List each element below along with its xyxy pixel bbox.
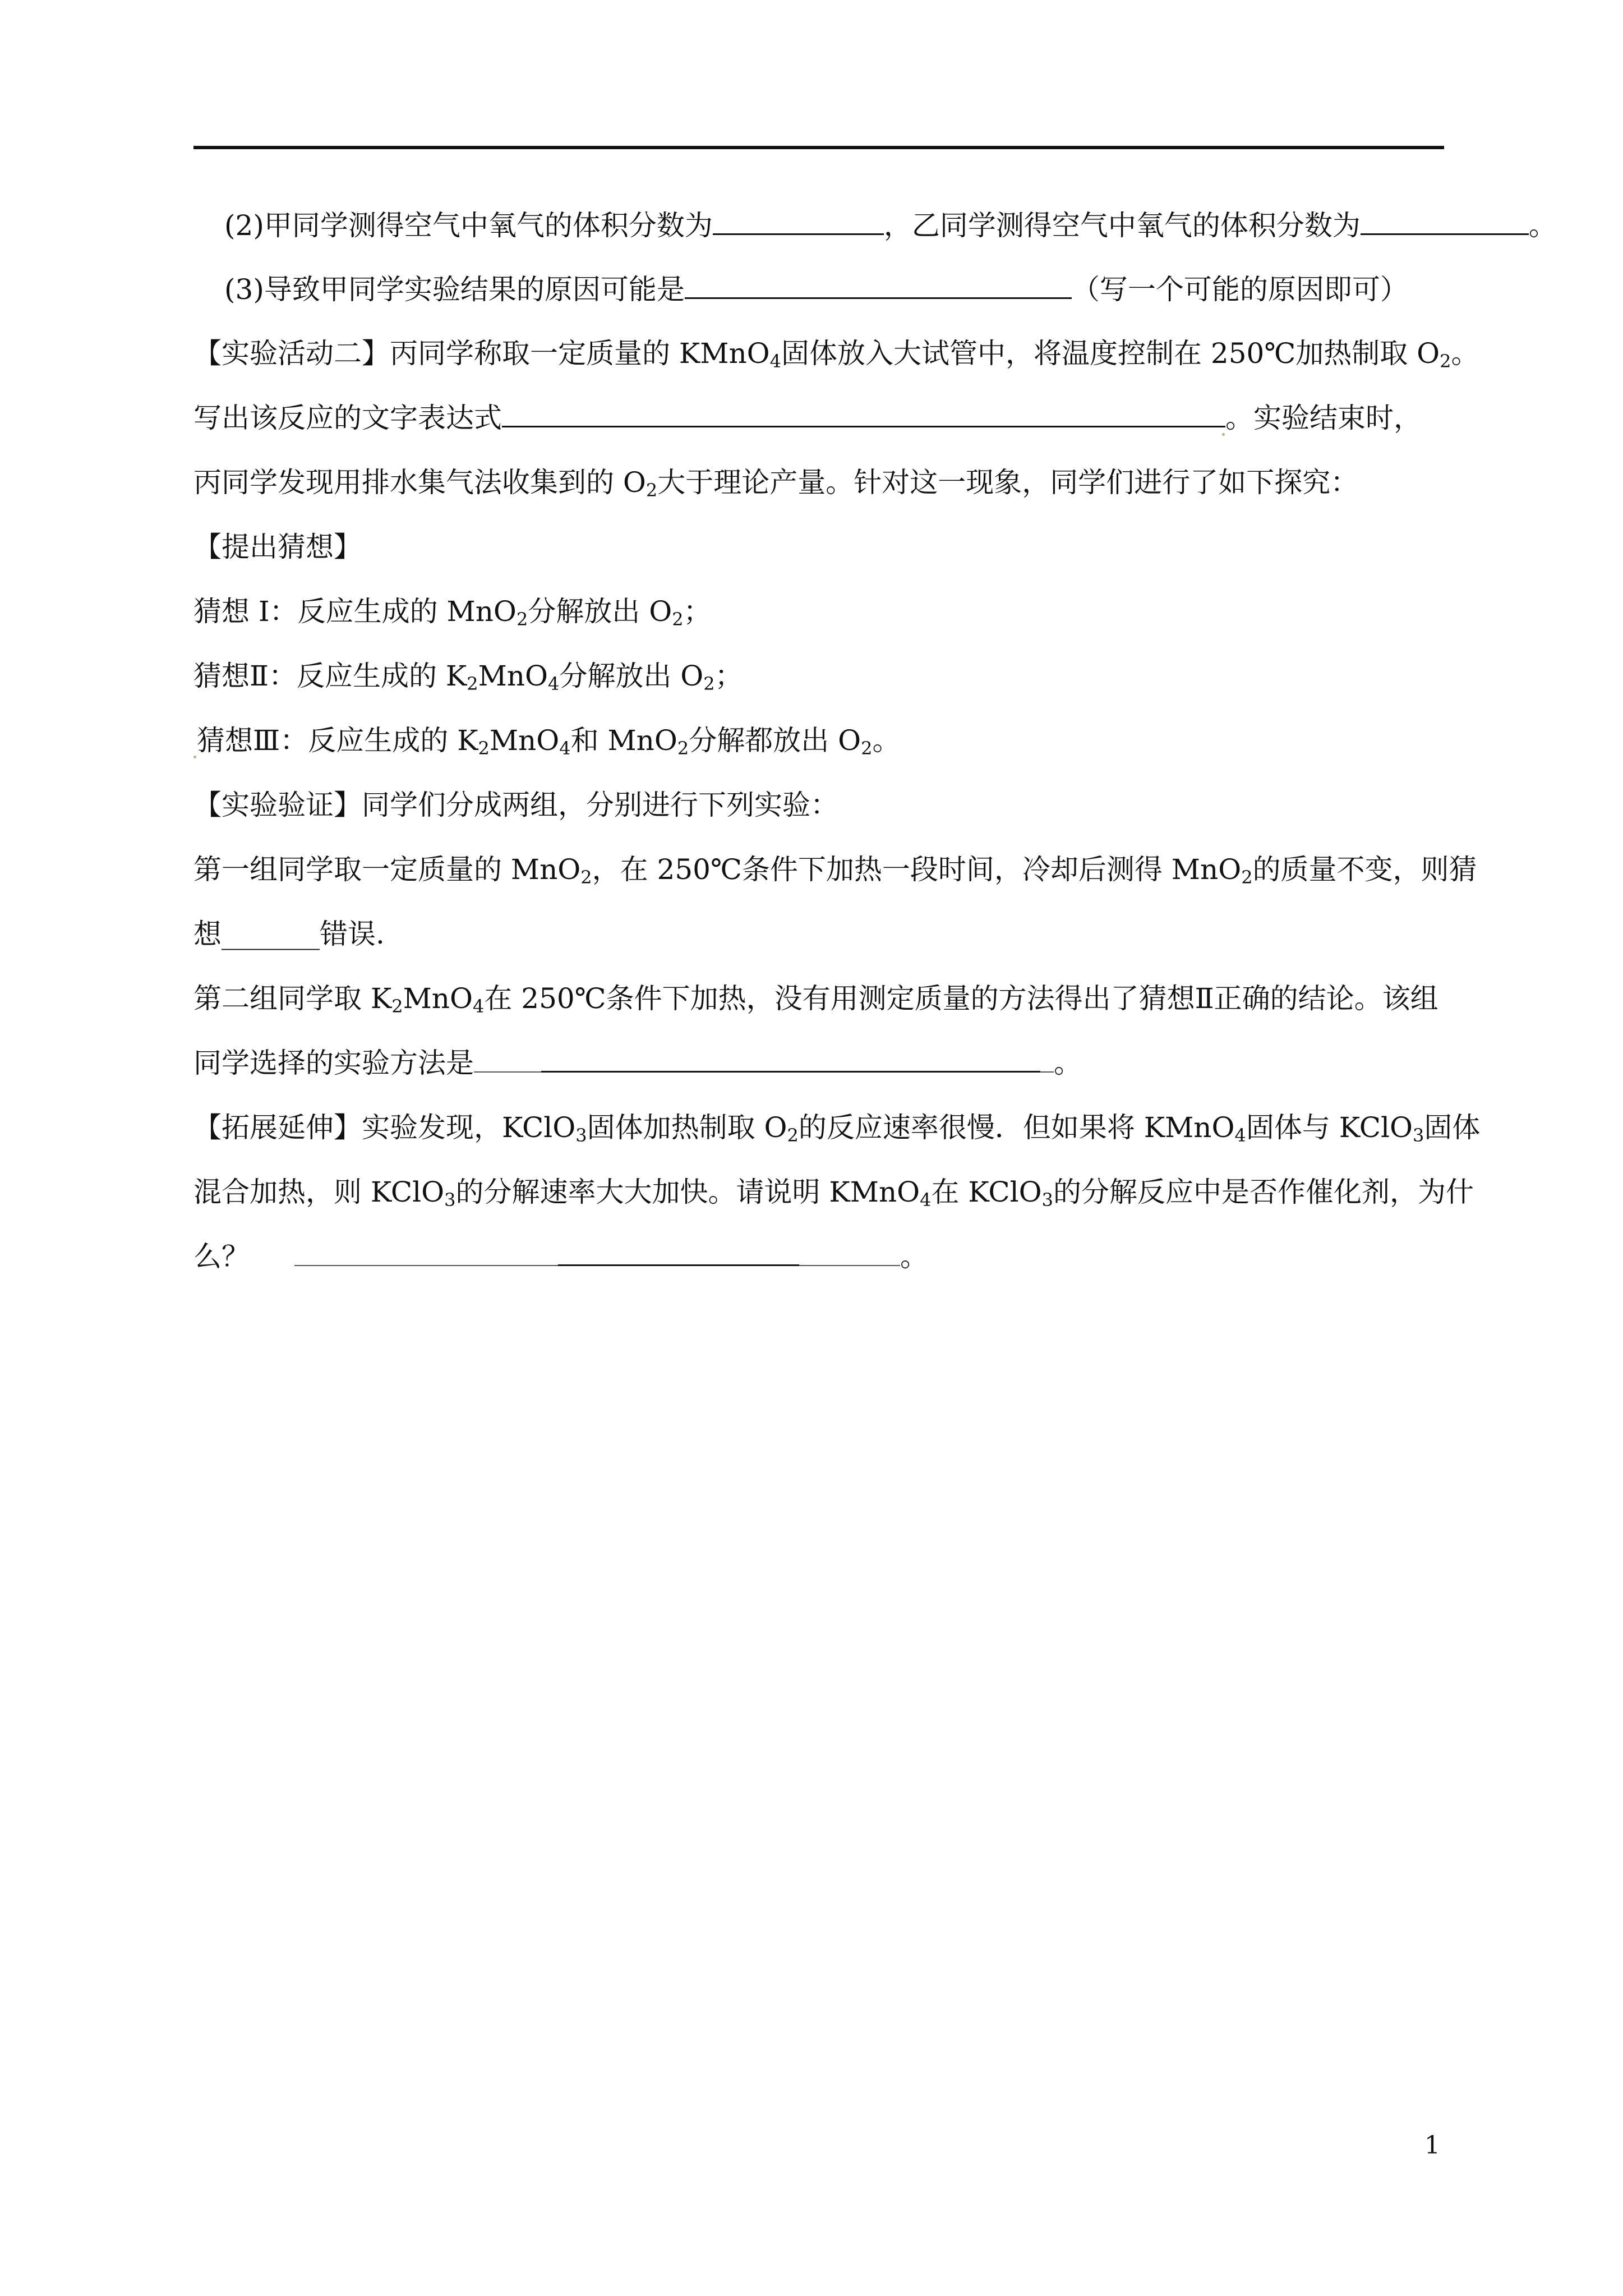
subscript: 2 [645,480,658,501]
group-2-line-2 [193,1046,1444,1080]
question-2-line [224,209,1557,242]
text-segment: ； [714,660,743,692]
subscript: 2 [516,609,528,630]
text-segment: ，在 250℃条件下加热一段时间，冷却后测得 MnO [592,853,1242,886]
extension-line-3 [193,1240,1444,1273]
subscript: 2 [672,609,684,630]
page-number: 1 [1424,2131,1440,2160]
text-segment: 第一组同学取一定质量的 MnO [193,853,581,886]
answer-blank-catalyst[interactable] [558,1240,799,1266]
subscript: 4 [473,996,485,1017]
text-segment: ； [683,595,712,628]
subscript: 2 [1440,351,1451,372]
text-segment: 的分解速率大大加快。请说明 KMnO [455,1176,920,1208]
hypothesis-2 [193,659,1444,693]
answer-blank-oxygen-yi[interactable] [1361,209,1529,235]
activity-2-line-1 [193,337,1479,372]
text-segment: 混合加热，则 KClO [193,1176,445,1208]
group-1-line-2 [193,917,1444,951]
subscript: 2 [467,673,478,694]
text-segment: 【拓展延伸】实验发现，KClO [193,1111,576,1144]
subscript: 4 [547,673,560,694]
text-segment: 错误. [320,918,385,950]
subscript: 3 [444,1189,456,1211]
text-segment: 。 [1054,1047,1082,1079]
answer-blank-hypothesis[interactable]: _______ [222,918,320,950]
subscript: 2 [391,996,403,1017]
subscript: 2 [677,738,689,759]
answer-blank-catalyst-tail[interactable] [799,1240,900,1266]
header-rule [193,146,1444,149]
question-3-text-b: （写一个可能的原因即可） [1071,273,1408,306]
text-segment: MnO [478,660,548,692]
text-segment: 的质量不变，则猜 [1252,853,1477,886]
question-2-text-b: ，乙同学测得空气中氧气的体积分数为 [883,209,1361,242]
subscript: 4 [1234,1125,1246,1146]
text-segment: 【实验活动二】丙同学称取一定质量的 KMnO [193,337,770,370]
hypothesis-heading: 【提出猜想】 [193,531,362,563]
text-segment: 么？ [193,1240,250,1273]
answer-blank-oxygen-jia[interactable] [713,209,884,235]
group-1-line-1 [193,853,1477,888]
answer-blank-reason[interactable] [685,273,1072,299]
answer-blank-word-equation[interactable] [502,401,1225,427]
activity-2-line-2 [193,401,1444,435]
text-segment: 想 [193,918,222,950]
verification-heading: 【实验验证】同学们分成两组，分别进行下列实验： [193,789,838,821]
subscript: 4 [920,1189,932,1211]
text-segment: 分解放出 O [559,660,704,692]
question-2-text-c: 。 [1528,209,1557,242]
text-segment: 在 250℃条件下加热，没有用测定质量的方法得出了猜想Ⅱ正确的结论。该组 [484,982,1438,1015]
question-3-line [224,273,1475,306]
question-3-text-a: (3)导致甲同学实验结果的原因可能是 [224,273,685,306]
extension-line-1 [193,1111,1481,1146]
subscript: 2 [787,1125,799,1146]
text-segment: 固体 [1424,1111,1481,1144]
text-segment: 大于理论产量。针对这一现象，同学们进行了如下探究： [657,466,1359,499]
text-segment: 第二组同学取 K [193,982,392,1015]
subscript: 2 [703,673,715,694]
text-segment: 固体与 KClO [1246,1111,1413,1144]
subscript: 2 [478,738,490,759]
subscript: 2 [861,738,873,759]
text-segment: 。 [900,1240,928,1273]
text-segment: 的反应速率很慢．但如果将 KMnO [798,1111,1235,1144]
text-segment: 和 MnO [570,724,677,757]
text-segment: 。 [872,724,901,757]
answer-blank-method-tail[interactable] [1040,1047,1054,1073]
group-2-line-1 [193,982,1444,1015]
text-segment: 猜想Ⅲ：反应生成的 K [197,724,478,757]
subscript: 3 [575,1125,587,1146]
text-segment: 分解都放出 O [689,724,861,757]
subscript: 3 [1041,1189,1054,1211]
answer-blank-catalyst-lead[interactable] [294,1240,558,1266]
text-segment: 猜想Ⅱ：反应生成的 K [193,660,467,692]
text-segment: 固体放入大试管中，将温度控制在 250℃加热制取 O [781,337,1440,370]
text-segment: 同学选择的实验方法是 [193,1047,474,1079]
text-segment: 猜想 I：反应生成的 MnO [193,595,517,628]
answer-blank-method-lead[interactable] [474,1047,541,1073]
text-segment: MnO [403,982,473,1015]
subscript: 2 [580,867,592,888]
hypothesis-1 [193,595,1444,628]
text-segment: 固体加热制取 O [587,1111,787,1144]
subscript: 2 [1241,867,1253,888]
text-segment: 在 KClO [931,1176,1042,1208]
subscript: 3 [1413,1125,1424,1146]
answer-blank-method[interactable] [541,1046,1040,1073]
text-segment: 。 [1451,337,1479,370]
hypothesis-3 [193,724,1444,757]
subscript: 4 [769,351,781,372]
extension-line-2 [193,1175,1474,1211]
text-segment: 。实验结束时， [1225,402,1422,434]
text-segment: MnO [489,724,560,757]
question-2-text-a: (2)甲同学测得空气中氧气的体积分数为 [224,209,713,242]
text-segment: 丙同学发现用排水集气法收集到的 O [193,466,646,499]
activity-2-line-3 [193,466,1444,499]
text-segment: 写出该反应的文字表达式 [193,402,502,434]
text-segment: 分解放出 O [528,595,672,628]
subscript: 4 [559,738,571,759]
text-segment: 的分解反应中是否作催化剂，为什 [1053,1176,1474,1208]
